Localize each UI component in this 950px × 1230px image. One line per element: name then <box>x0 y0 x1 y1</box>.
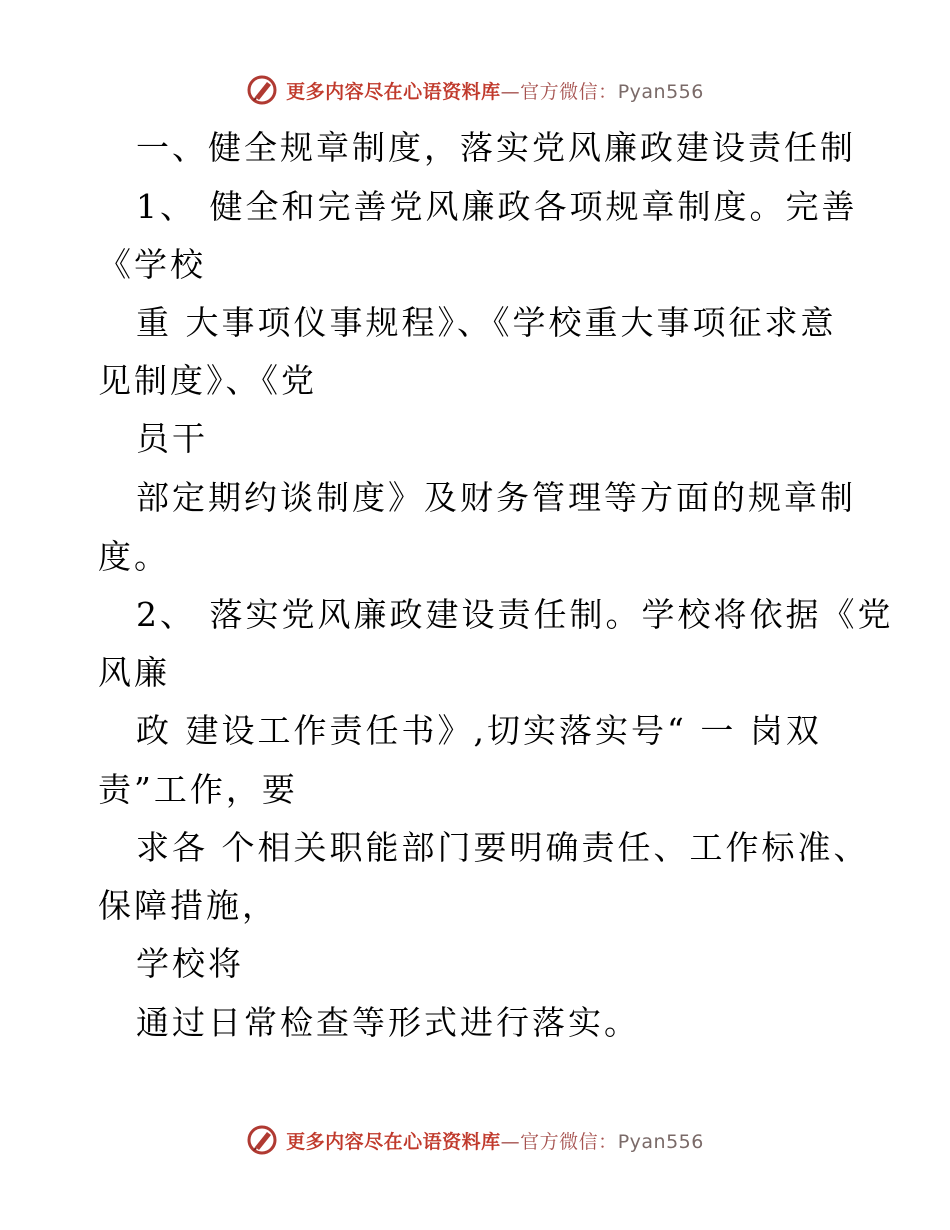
text-line: 重 大事项仪事规程》、《学校重大事项征求意 <box>136 303 837 342</box>
text-line: 风廉 <box>98 653 170 692</box>
pen-logo-icon <box>246 74 278 106</box>
text-line: 2、 落实党风廉政建设责任制。学校将依据《党 <box>136 595 894 634</box>
watermark-main: 更多内容尽在心语资料库 <box>286 1130 501 1153</box>
text-line: 政 建设工作责任书》,切实落实号“ 一 岗双 <box>136 711 822 750</box>
watermark-dash: — <box>500 80 521 103</box>
text-line: 员干 <box>136 419 208 458</box>
text-line: 度。 <box>98 537 170 576</box>
watermark-banner-bottom <box>0 1120 950 1160</box>
watermark-text-top <box>286 77 704 104</box>
text-line: 求各 个相关职能部门要明确责任、工作标准、 <box>136 828 870 867</box>
watermark-wechat-id: Pyan556 <box>617 1130 704 1153</box>
text-line: 《学校 <box>98 245 206 284</box>
watermark-wechat-label: 官方微信： <box>520 1130 618 1153</box>
text-line: 部定期约谈制度》及财务管理等方面的规章制 <box>136 478 856 517</box>
text-line: 责”工作，要 <box>98 770 298 809</box>
watermark-wechat-label: 官方微信： <box>520 80 618 103</box>
text-line: 见制度》、《党 <box>98 361 317 400</box>
text-line: 保障措施， <box>98 886 278 925</box>
watermark-banner-top <box>0 70 950 110</box>
watermark-wechat-id: Pyan556 <box>617 80 704 103</box>
text-line: 学校将 <box>136 944 244 983</box>
watermark-dash: — <box>500 1130 521 1153</box>
text-line: 1、 健全和完善党风廉政各项规章制度。完善 <box>136 187 858 226</box>
text-line: 通过日常检查等形式进行落实。 <box>136 1003 640 1042</box>
pen-logo-icon <box>246 1124 278 1156</box>
watermark-main: 更多内容尽在心语资料库 <box>286 80 501 103</box>
heading-line: 一、健全规章制度，落实党风廉政建设责任制 <box>136 128 856 167</box>
watermark-text-bottom <box>286 1127 704 1154</box>
